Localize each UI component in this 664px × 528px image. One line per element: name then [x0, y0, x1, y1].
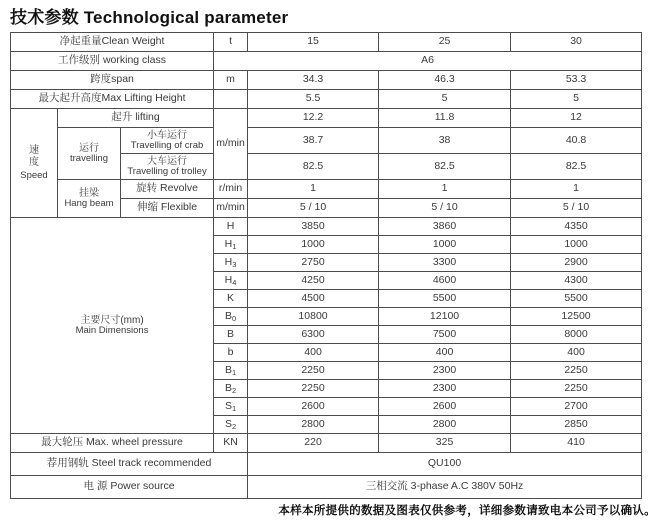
value-cell: 3850 — [248, 218, 379, 236]
footer-note: 本样本所提供的数据及图表仅供参考，详细参数请致电本公司予以确认。 — [278, 505, 656, 517]
row-label: 旋转 Revolve — [121, 180, 214, 199]
value-cell: 410 — [511, 434, 642, 453]
dim-symbol: $B_0$ — [214, 308, 248, 326]
trolley-cn: 大车运行 — [147, 155, 188, 167]
value-cell: 4600 — [379, 272, 511, 290]
value-cell: QU100 — [248, 453, 642, 476]
value-cell: 4300 — [511, 272, 642, 290]
value-cell: 12.2 — [248, 109, 379, 128]
value-cell: 1 — [511, 180, 642, 199]
value-cell: 4250 — [248, 272, 379, 290]
row-label: 电 源 Power source — [11, 476, 248, 499]
value-cell: 220 — [248, 434, 379, 453]
unit-cell: t — [214, 33, 248, 52]
value-cell: 1 — [248, 180, 379, 199]
unit-cell: KN — [214, 434, 248, 453]
parameters-table — [10, 32, 642, 499]
value-cell: 82.5 — [248, 154, 379, 180]
value-cell: 82.5 — [511, 154, 642, 180]
value-cell: 2250 — [248, 380, 379, 398]
main-dimensions-label — [11, 218, 214, 434]
trolley-en: Travelling of trolley — [127, 165, 207, 177]
unit-cell: r/min — [214, 180, 248, 199]
value-cell: 2850 — [511, 416, 642, 434]
row-span — [11, 71, 642, 90]
crab-en: Travelling of crab — [130, 139, 204, 151]
speed-en: Speed — [20, 169, 48, 181]
value-cell: 12 — [511, 109, 642, 128]
row-label: 伸缩 Flexible — [121, 199, 214, 218]
value-cell: 53.3 — [511, 71, 642, 90]
row-label — [121, 128, 214, 154]
page-title: 技术参数 Technological parameter — [10, 8, 289, 27]
hang-beam-cn: 挂梁 — [79, 187, 99, 199]
hang-beam-en: Hang beam — [64, 197, 114, 209]
value-cell: 3300 — [379, 254, 511, 272]
dim-symbol: K — [214, 290, 248, 308]
row-working-class — [11, 52, 642, 71]
row-revolve — [11, 180, 642, 199]
row-dim — [11, 218, 642, 236]
value-cell: 10800 — [248, 308, 379, 326]
value-cell: 三相交流 3-phase A.C 380V 50Hz — [248, 476, 642, 499]
dim-symbol: $B_2$ — [214, 380, 248, 398]
unit-cell: m/min — [214, 109, 248, 180]
value-cell: 400 — [248, 344, 379, 362]
row-label: 最大起升高度Max Lifting Height — [11, 90, 214, 109]
row-clean-weight — [11, 33, 642, 52]
unit-cell: m — [214, 71, 248, 90]
crab-cn: 小车运行 — [147, 129, 188, 141]
main-dimensions-cn: 主要尺寸(mm) — [80, 314, 144, 326]
row-wheel-pressure — [11, 434, 642, 453]
speed-cn: 速 — [29, 144, 39, 156]
dim-symbol: $H_1$ — [214, 236, 248, 254]
row-max-lifting-height — [11, 90, 642, 109]
value-cell: 25 — [379, 33, 511, 52]
value-cell: 30 — [511, 33, 642, 52]
value-cell: 38.7 — [248, 128, 379, 154]
value-cell: 2250 — [248, 362, 379, 380]
dim-symbol: B — [214, 326, 248, 344]
speed-cn: 度 — [29, 157, 39, 169]
row-label: 跨度span — [11, 71, 214, 90]
hang-beam-group-label — [58, 180, 121, 218]
value-cell: 4350 — [511, 218, 642, 236]
dim-symbol: $H_3$ — [214, 254, 248, 272]
row-crab — [11, 128, 642, 154]
value-cell: 5 — [379, 90, 511, 109]
speed-group-label — [11, 109, 58, 218]
value-cell: 82.5 — [379, 154, 511, 180]
dim-symbol: $H_4$ — [214, 272, 248, 290]
unit-cell — [214, 90, 248, 109]
unit-cell: m/min — [214, 199, 248, 218]
value-cell: 2900 — [511, 254, 642, 272]
dim-symbol: $S_1$ — [214, 398, 248, 416]
value-cell: 2300 — [379, 380, 511, 398]
value-cell: 325 — [379, 434, 511, 453]
value-cell: 12100 — [379, 308, 511, 326]
value-cell: 6300 — [248, 326, 379, 344]
value-cell: 15 — [248, 33, 379, 52]
travelling-cn: 运行 — [79, 142, 99, 154]
value-cell: 5 / 10 — [248, 199, 379, 218]
row-label: 荐用钢轨 Steel track recommended — [11, 453, 248, 476]
value-cell: 1000 — [379, 236, 511, 254]
value-cell: 5500 — [511, 290, 642, 308]
value-cell: 1000 — [248, 236, 379, 254]
value-cell: 2750 — [248, 254, 379, 272]
value-cell: 2250 — [511, 362, 642, 380]
value-cell: 46.3 — [379, 71, 511, 90]
main-dimensions-en: Main Dimensions — [75, 324, 149, 336]
value-cell: 400 — [379, 344, 511, 362]
row-label: 工作级别 working class — [11, 52, 214, 71]
value-cell: 5 / 10 — [511, 199, 642, 218]
value-cell: 5 / 10 — [379, 199, 511, 218]
value-cell: 34.3 — [248, 71, 379, 90]
value-cell: 1000 — [511, 236, 642, 254]
value-cell: 5.5 — [248, 90, 379, 109]
value-cell: 2800 — [248, 416, 379, 434]
dim-symbol: $B_1$ — [214, 362, 248, 380]
value-cell: 11.8 — [379, 109, 511, 128]
value-cell: 8000 — [511, 326, 642, 344]
value-cell: 5 — [511, 90, 642, 109]
value-cell: 38 — [379, 128, 511, 154]
row-lifting — [11, 109, 642, 128]
value-cell: 2800 — [379, 416, 511, 434]
value-cell: 5500 — [379, 290, 511, 308]
dim-symbol: b — [214, 344, 248, 362]
travelling-group-label — [58, 128, 121, 180]
value-cell: 3860 — [379, 218, 511, 236]
value-cell: 40.8 — [511, 128, 642, 154]
value-cell: 2600 — [379, 398, 511, 416]
value-cell: A6 — [214, 52, 642, 71]
value-cell: 2700 — [511, 398, 642, 416]
value-cell: 2600 — [248, 398, 379, 416]
value-cell: 400 — [511, 344, 642, 362]
value-cell: 4500 — [248, 290, 379, 308]
value-cell: 2300 — [379, 362, 511, 380]
row-steel-track — [11, 453, 642, 476]
row-label: 最大轮压 Max. wheel pressure — [11, 434, 214, 453]
row-label: 起升 lifting — [58, 109, 214, 128]
dim-symbol: $S_2$ — [214, 416, 248, 434]
value-cell: 7500 — [379, 326, 511, 344]
dim-symbol: H — [214, 218, 248, 236]
value-cell: 12500 — [511, 308, 642, 326]
row-label: 净起重量Clean Weight — [11, 33, 214, 52]
travelling-en: travelling — [69, 152, 109, 164]
value-cell: 1 — [379, 180, 511, 199]
row-power-source — [11, 476, 642, 499]
row-label — [121, 154, 214, 180]
value-cell: 2250 — [511, 380, 642, 398]
